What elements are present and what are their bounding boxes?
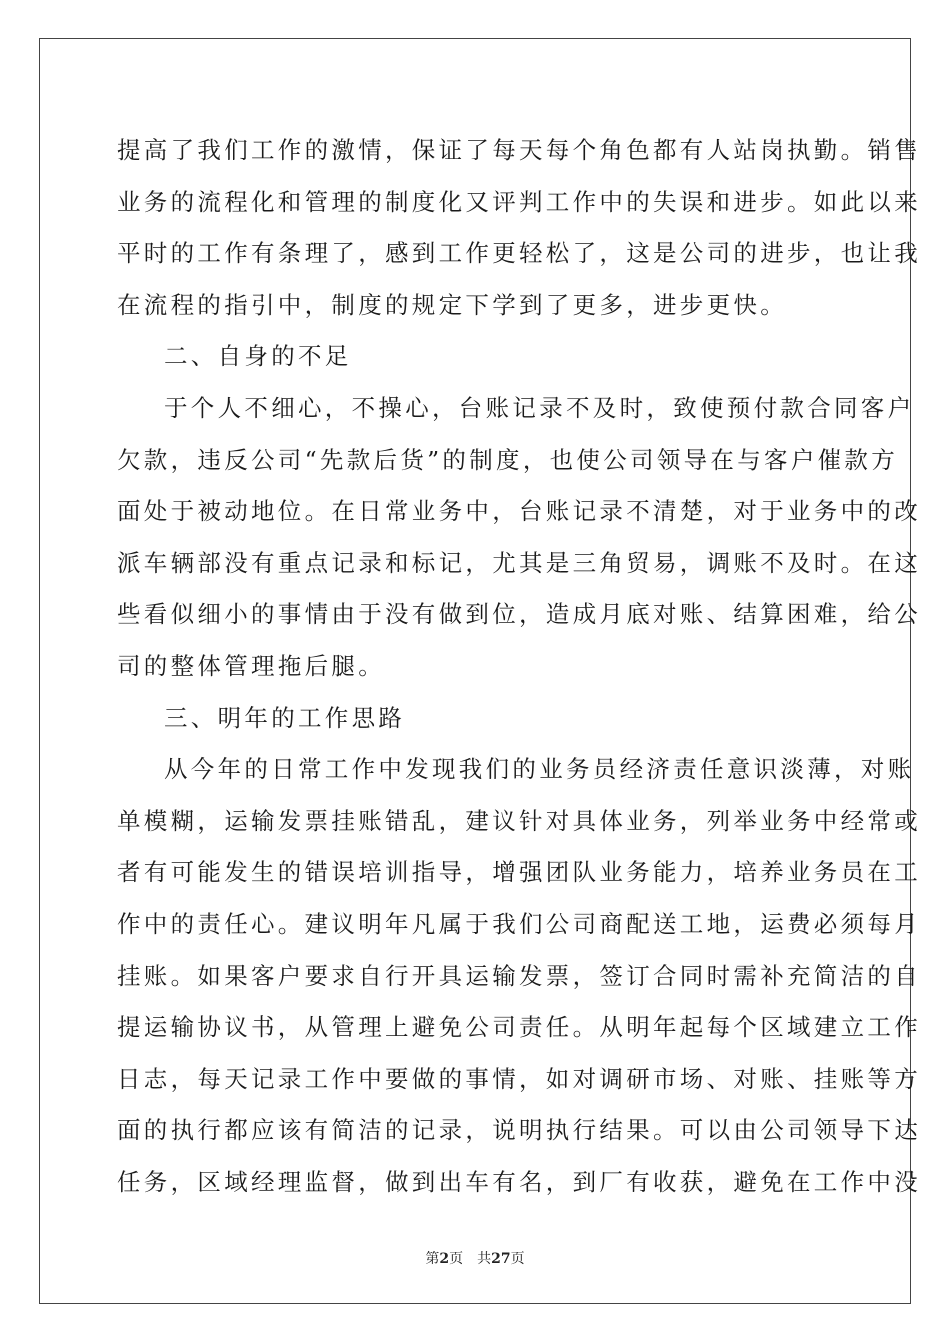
text-line: 任务，区域经理监督，做到出车有名，到厂有收获，避免在工作中没 xyxy=(117,1167,921,1196)
text-line: 三、明年的工作思路 xyxy=(164,703,406,732)
text-line: 欠款，违反公司“先款后货”的制度，也使公司领导在与客户催款方 xyxy=(117,445,899,474)
text-line: 在流程的指引中，制度的规定下学到了更多，进步更快。 xyxy=(117,290,787,319)
text-line: 派车辆部没有重点记录和标记，尤其是三角贸易，调账不及时。在这 xyxy=(117,548,921,577)
text-line: 挂账。如果客户要求自行开具运输发票，签订合同时需补充简洁的自 xyxy=(117,961,921,990)
footer-total-pages: 27 xyxy=(491,1251,511,1267)
footer-total-suffix: 页 xyxy=(510,1251,525,1267)
text-line: 面处于被动地位。在日常业务中，台账记录不清楚，对于业务中的改 xyxy=(117,497,921,526)
text-line: 面的执行都应该有简洁的记录，说明执行结果。可以由公司领导下达 xyxy=(117,1116,921,1145)
footer-total-prefix: 共 xyxy=(477,1251,492,1267)
text-line: 些看似细小的事情由于没有做到位，造成月底对账、结算困难，给公 xyxy=(117,600,921,629)
text-line: 者有可能发生的错误培训指导，增强团队业务能力，培养业务员在工 xyxy=(117,858,921,887)
text-line: 日志，每天记录工作中要做的事情，如对调研市场、对账、挂账等方 xyxy=(117,1064,921,1093)
text-line: 从今年的日常工作中发现我们的业务员经济责任意识淡薄，对账 xyxy=(164,755,915,784)
text-line: 提运输协议书，从管理上避免公司责任。从明年起每个区域建立工作 xyxy=(117,1013,921,1042)
document-body xyxy=(117,125,921,1208)
text-line: 司的整体管理拖后腿。 xyxy=(117,651,385,680)
footer-page-prefix: 第 xyxy=(425,1251,440,1267)
text-line: 提高了我们工作的激情，保证了每天每个角色都有人站岗执勤。销售 xyxy=(117,136,921,164)
text-line: 作中的责任心。建议明年凡属于我们公司商配送工地，运费必须每月 xyxy=(117,909,921,938)
text-line: 业务的流程化和管理的制度化又评判工作中的失误和进步。如此以来 xyxy=(117,187,921,216)
footer-current-page: 2 xyxy=(439,1251,450,1267)
page-footer xyxy=(0,1248,950,1268)
footer-page-suffix: 页 xyxy=(449,1251,464,1267)
text-line: 于个人不细心，不操心，台账记录不及时，致使预付款合同客户 xyxy=(164,393,915,422)
text-line: 平时的工作有条理了，感到工作更轻松了，这是公司的进步，也让我 xyxy=(117,239,921,268)
text-line: 二、自身的不足 xyxy=(164,342,352,371)
text-line: 单模糊，运输发票挂账错乱，建议针对具体业务，列举业务中经常或 xyxy=(117,806,921,835)
